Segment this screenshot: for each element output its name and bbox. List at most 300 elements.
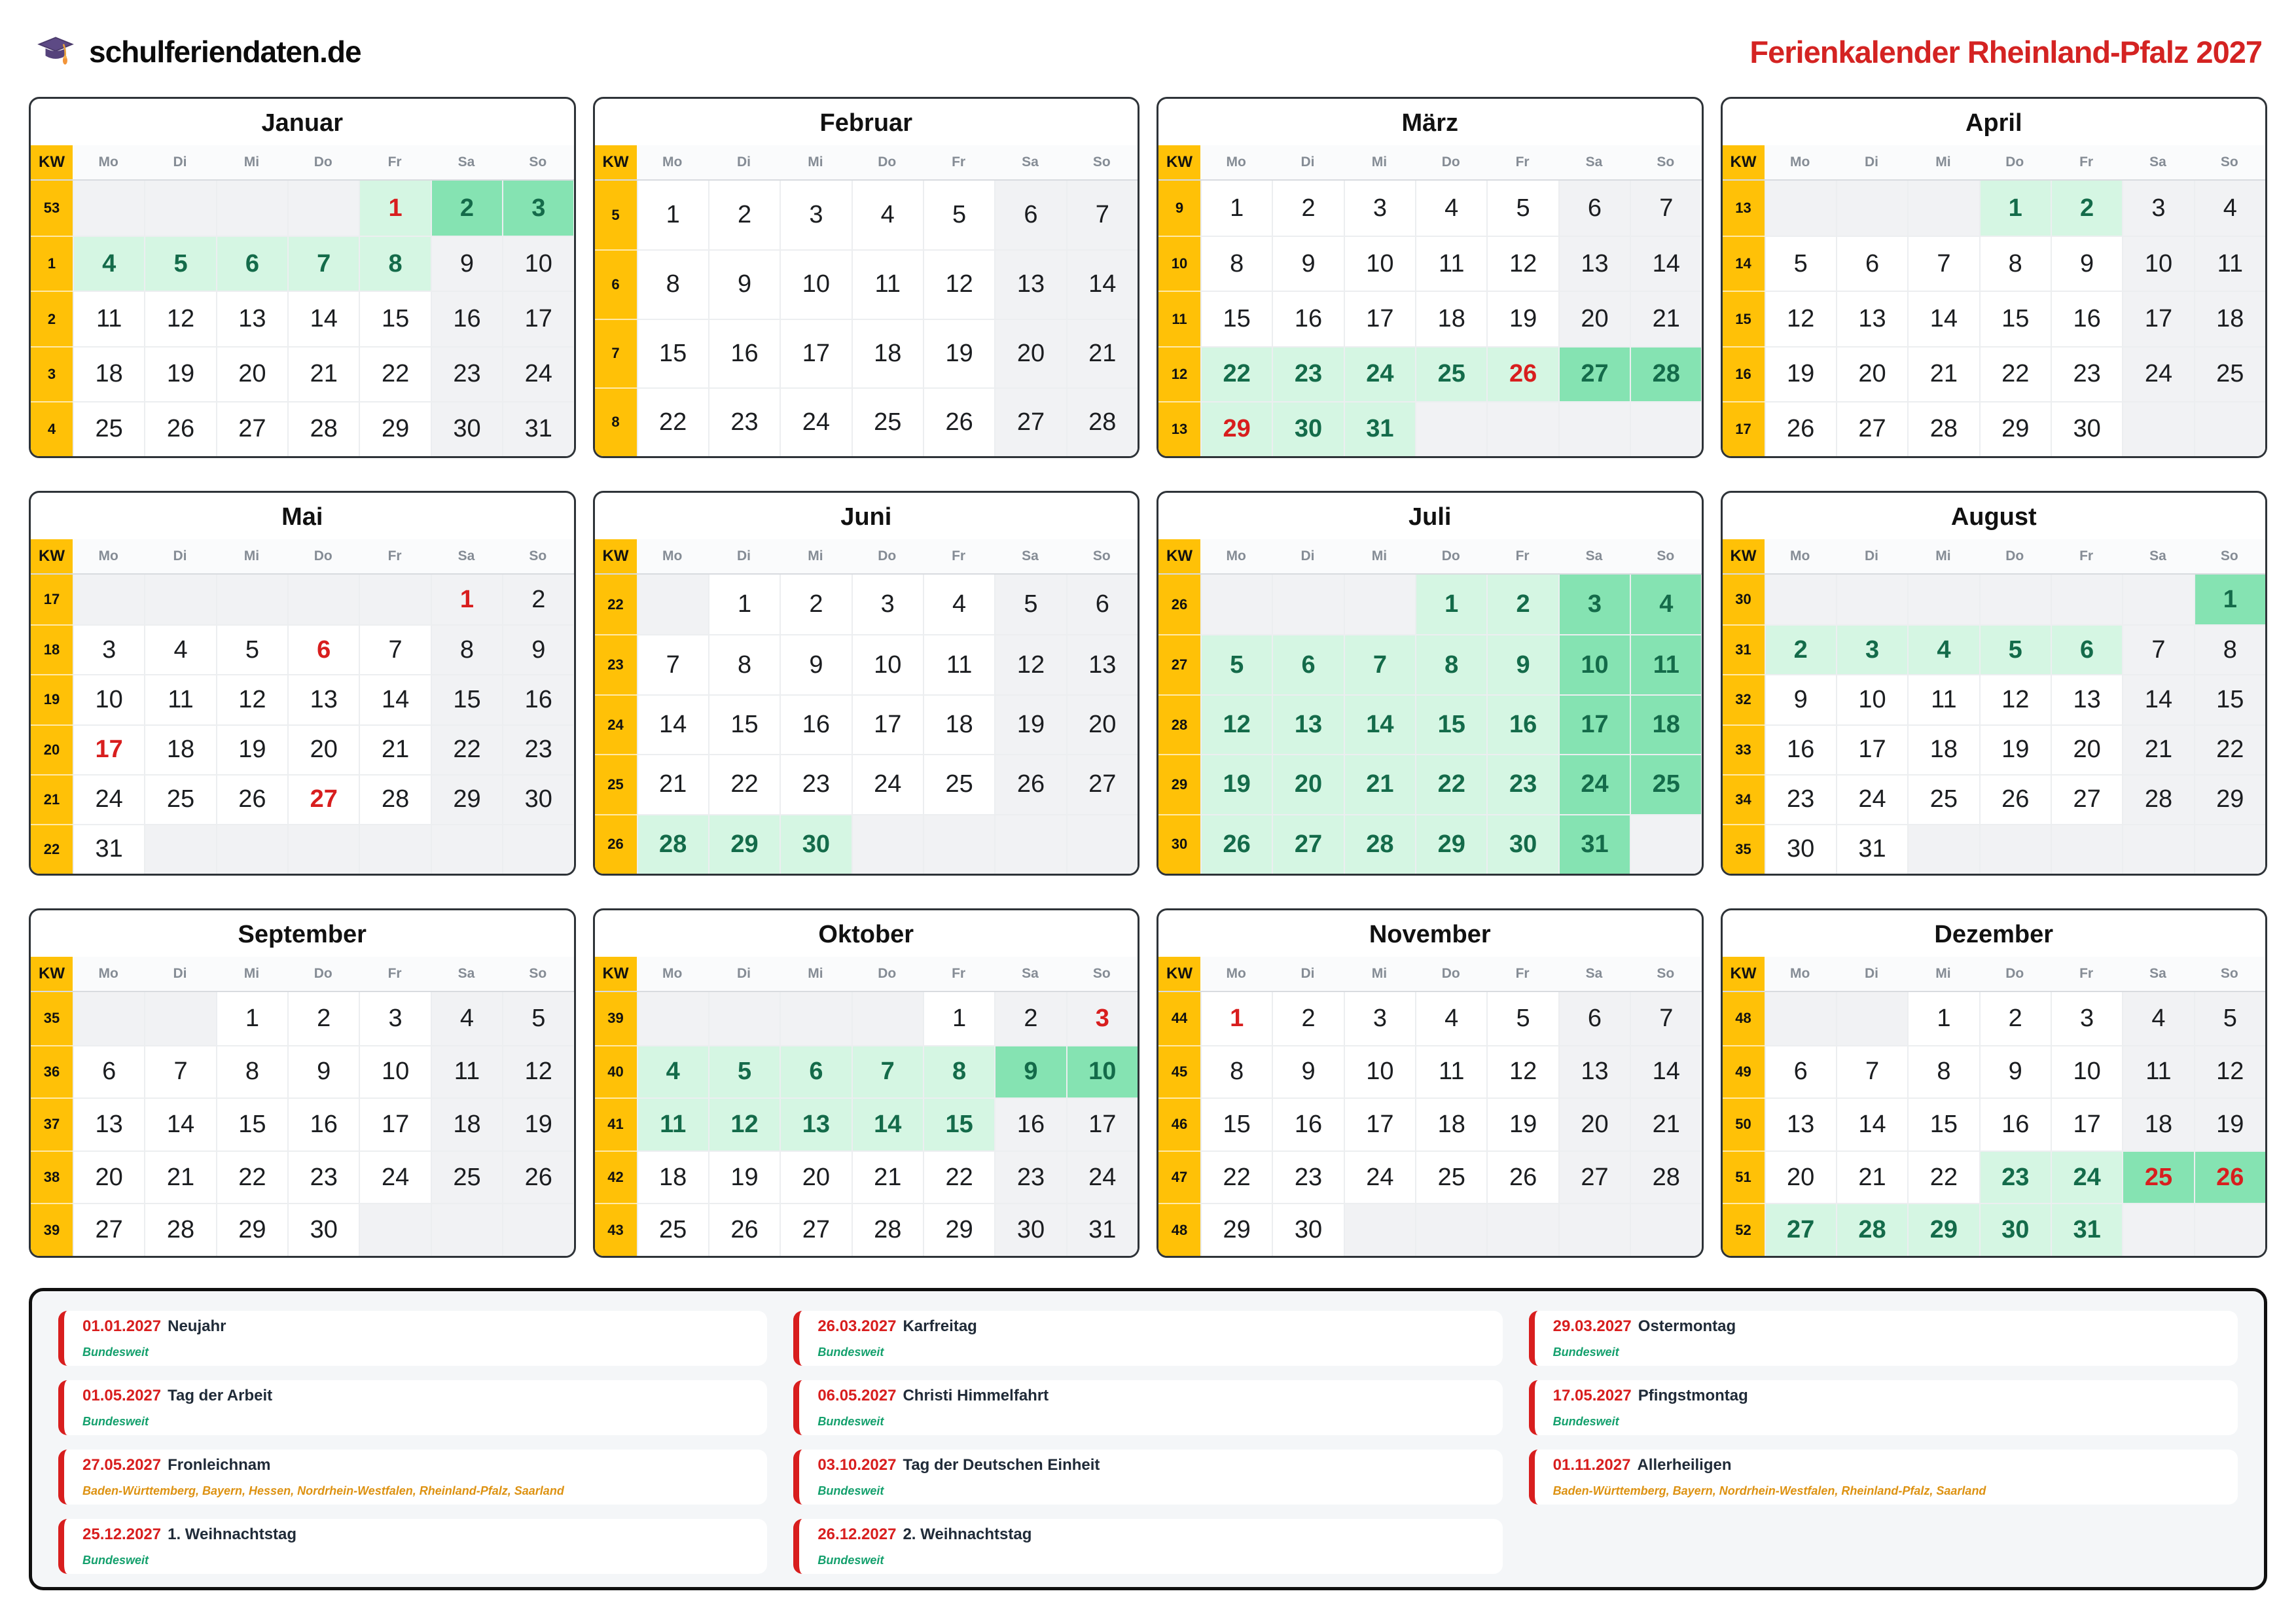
day-cell <box>1558 401 1630 456</box>
day-cell: 1 <box>2194 575 2265 624</box>
kw-cell: 46 <box>1158 1097 1200 1150</box>
day-cell: 8 <box>708 634 780 694</box>
day-cell: 15 <box>1907 1097 1979 1150</box>
day-cell: 28 <box>144 1203 215 1256</box>
day-cell: 16 <box>780 694 851 754</box>
day-cell: 23 <box>1765 774 1836 824</box>
week-row <box>1723 291 2266 346</box>
day-cell: 30 <box>1272 401 1343 456</box>
day-cell: 30 <box>1979 1203 2051 1256</box>
day-cell: 16 <box>1979 1097 2051 1150</box>
holiday-title-line <box>817 1456 1484 1474</box>
weekday-label: So <box>1092 548 1111 563</box>
day-cell: 1 <box>1979 181 2051 236</box>
day-cell: 7 <box>2122 624 2193 674</box>
day-cell: 30 <box>287 1203 359 1256</box>
day-cell: 20 <box>73 1150 144 1204</box>
holiday-card <box>1529 1311 2238 1366</box>
holiday-card <box>793 1311 1502 1366</box>
day-cell: 28 <box>359 774 430 824</box>
day-cell: 7 <box>852 1045 923 1098</box>
day-cell: 17 <box>852 694 923 754</box>
weekday-label: Do <box>314 548 332 563</box>
day-cell: 16 <box>708 319 780 387</box>
day-cell: 25 <box>852 387 923 456</box>
week-row <box>31 624 574 674</box>
site-logo[interactable] <box>34 30 361 73</box>
day-cell <box>2122 1203 2193 1256</box>
weekday-label: Mi <box>808 154 823 169</box>
holiday-regions: Bundesweit <box>82 1415 149 1428</box>
day-cell: 7 <box>359 624 430 674</box>
day-cell: 7 <box>1630 992 1701 1045</box>
holiday-regions: Bundesweit <box>817 1484 884 1497</box>
day-cell: 19 <box>2194 1097 2265 1150</box>
holiday-name: Pfingstmontag <box>1638 1387 1748 1404</box>
day-cell: 1 <box>216 992 287 1045</box>
day-cell: 18 <box>923 694 994 754</box>
kw-header-cell: KW <box>1723 145 1765 179</box>
day-cell: 2 <box>287 992 359 1045</box>
kw-cell: 35 <box>31 992 73 1045</box>
weekday-label: So <box>529 966 547 981</box>
day-cell: 8 <box>2194 624 2265 674</box>
kw-cell: 48 <box>1158 1203 1200 1256</box>
holiday-date: 29.03.2027 <box>1552 1317 1632 1335</box>
holiday-title-line <box>82 1525 749 1544</box>
weekday-label: Sa <box>1585 966 1603 981</box>
weeks-body <box>31 992 574 1256</box>
day-cell: 7 <box>1066 181 1138 249</box>
day-cell <box>1630 401 1701 456</box>
weekday-label: Mo <box>662 966 683 981</box>
day-cell: 16 <box>431 291 502 346</box>
day-cell: 11 <box>144 674 215 724</box>
day-cell: 28 <box>1630 346 1701 401</box>
day-cell: 5 <box>708 1045 780 1098</box>
day-cell: 18 <box>852 319 923 387</box>
day-cell <box>1558 1203 1630 1256</box>
day-cell: 29 <box>708 814 780 874</box>
day-cell: 30 <box>1765 824 1836 874</box>
holiday-name: Fronleichnam <box>168 1456 271 1474</box>
day-cell: 4 <box>637 1045 708 1098</box>
day-cell: 9 <box>1272 1045 1343 1098</box>
kw-cell: 50 <box>1723 1097 1765 1150</box>
day-cell: 28 <box>1630 1150 1701 1204</box>
month-title: Juli <box>1408 503 1452 531</box>
day-cell: 18 <box>73 346 144 401</box>
day-cell <box>287 181 359 236</box>
day-cell: 21 <box>1836 1150 1907 1204</box>
weekday-label: Di <box>173 548 187 563</box>
day-cell: 6 <box>1272 634 1343 694</box>
weekday-label: Do <box>1441 548 1460 563</box>
week-row <box>31 1150 574 1204</box>
day-cell: 1 <box>431 575 502 624</box>
month-title: Dezember <box>1934 921 2054 948</box>
holiday-date: 26.03.2027 <box>817 1317 897 1335</box>
day-cell: 22 <box>1979 346 2051 401</box>
holiday-name: Ostermontag <box>1638 1317 1736 1335</box>
day-cell: 18 <box>1907 724 1979 774</box>
month-title: Mai <box>281 503 323 531</box>
day-cell: 18 <box>637 1150 708 1204</box>
day-cell: 28 <box>2122 774 2193 824</box>
day-cell <box>2051 824 2122 874</box>
day-cell <box>1765 992 1836 1045</box>
day-cell <box>637 992 708 1045</box>
day-cell: 15 <box>1200 1097 1272 1150</box>
weekday-label: Mo <box>98 966 118 981</box>
day-cell <box>1486 1203 1558 1256</box>
week-row <box>31 774 574 824</box>
kw-header-cell: KW <box>595 957 637 991</box>
kw-header-cell: KW <box>1158 957 1200 991</box>
day-cell <box>923 814 994 874</box>
day-cell: 29 <box>431 774 502 824</box>
month-title: März <box>1401 109 1459 137</box>
kw-cell: 29 <box>1158 754 1200 813</box>
kw-cell: 22 <box>595 575 637 634</box>
day-cell: 15 <box>1415 694 1486 754</box>
day-cell: 24 <box>1558 754 1630 813</box>
holiday-name: 2. Weihnachtstag <box>903 1525 1032 1543</box>
day-cell: 22 <box>1200 346 1272 401</box>
weekday-label: Fr <box>1515 966 1530 981</box>
day-cell: 2 <box>2051 181 2122 236</box>
day-cell: 4 <box>852 181 923 249</box>
day-cell: 11 <box>73 291 144 346</box>
day-cell: 9 <box>431 236 502 291</box>
weekday-label: Mi <box>808 548 823 563</box>
week-row <box>1723 724 2266 774</box>
holiday-card <box>793 1450 1502 1505</box>
day-cell: 4 <box>1630 575 1701 634</box>
kw-cell: 17 <box>1723 401 1765 456</box>
day-cell: 4 <box>144 624 215 674</box>
weeks-body <box>1723 992 2266 1256</box>
month-juni <box>593 491 1140 876</box>
weekday-label: So <box>1657 966 1675 981</box>
day-cell: 22 <box>1200 1150 1272 1204</box>
day-cell: 10 <box>2051 1045 2122 1098</box>
kw-cell: 32 <box>1723 674 1765 724</box>
day-cell: 28 <box>1344 814 1415 874</box>
kw-cell: 19 <box>31 674 73 724</box>
day-cell: 24 <box>359 1150 430 1204</box>
day-cell: 27 <box>1836 401 1907 456</box>
day-cell: 11 <box>852 249 923 318</box>
holiday-date: 27.05.2027 <box>82 1456 162 1474</box>
week-row <box>31 181 574 236</box>
holiday-name: Allerheiligen <box>1637 1456 1732 1474</box>
weekday-label: Mi <box>1371 966 1388 981</box>
weekday-header-row <box>31 957 574 992</box>
day-cell: 9 <box>1486 634 1558 694</box>
day-cell: 3 <box>502 181 573 236</box>
day-cell: 12 <box>1486 1045 1558 1098</box>
week-row <box>1158 346 1702 401</box>
day-cell: 21 <box>1630 1097 1701 1150</box>
holiday-name: Karfreitag <box>903 1317 977 1335</box>
weekday-label: Mi <box>1935 548 1951 563</box>
day-cell: 26 <box>1979 774 2051 824</box>
month-title: April <box>1965 109 2022 137</box>
weekday-label: Do <box>2005 966 2024 981</box>
day-cell: 5 <box>1486 181 1558 236</box>
weekday-label: Mi <box>1371 154 1388 169</box>
day-cell: 14 <box>1630 236 1701 291</box>
day-cell: 29 <box>359 401 430 456</box>
day-cell: 2 <box>1272 181 1343 236</box>
week-row <box>1723 774 2266 824</box>
weekday-label: So <box>2220 966 2238 981</box>
holiday-title-line <box>1553 1317 2219 1336</box>
weeks-body <box>1158 575 1702 874</box>
day-cell: 25 <box>2122 1150 2193 1204</box>
day-cell: 18 <box>1630 694 1701 754</box>
week-row <box>1723 1097 2266 1150</box>
day-cell: 16 <box>1486 694 1558 754</box>
day-cell: 19 <box>144 346 215 401</box>
day-cell: 26 <box>708 1203 780 1256</box>
day-cell: 19 <box>1765 346 1836 401</box>
day-cell <box>1344 575 1415 634</box>
holiday-title-line <box>817 1387 1484 1405</box>
day-cell: 13 <box>1765 1097 1836 1150</box>
holiday-regions: Bundesweit <box>817 1415 884 1428</box>
day-cell: 12 <box>1486 236 1558 291</box>
kw-cell: 11 <box>1158 291 1200 346</box>
day-cell: 3 <box>73 624 144 674</box>
month-title: Oktober <box>818 921 914 948</box>
holiday-regions: Bundesweit <box>82 1346 149 1359</box>
week-row <box>595 319 1138 387</box>
day-cell: 24 <box>73 774 144 824</box>
kw-cell: 38 <box>31 1150 73 1204</box>
month-mai <box>29 491 576 876</box>
day-cell <box>2194 1203 2265 1256</box>
day-cell: 20 <box>1558 291 1630 346</box>
day-cell: 12 <box>144 291 215 346</box>
weekday-label: Sa <box>1585 154 1603 169</box>
kw-header-cell: KW <box>1723 957 1765 991</box>
kw-cell: 17 <box>31 575 73 624</box>
day-cell: 25 <box>923 754 994 813</box>
week-row <box>595 1203 1138 1256</box>
week-row <box>31 291 574 346</box>
day-cell: 11 <box>923 634 994 694</box>
day-cell: 23 <box>502 724 573 774</box>
day-cell: 17 <box>1344 291 1415 346</box>
day-cell: 14 <box>1630 1045 1701 1098</box>
day-cell: 29 <box>1200 401 1272 456</box>
day-cell: 30 <box>780 814 851 874</box>
weekday-label: Di <box>737 154 751 169</box>
weekday-label: Sa <box>2149 966 2166 981</box>
holidays-grid <box>58 1311 2238 1567</box>
day-cell: 16 <box>2051 291 2122 346</box>
day-cell: 15 <box>708 694 780 754</box>
day-cell: 17 <box>2122 291 2193 346</box>
kw-cell: 26 <box>1158 575 1200 634</box>
day-cell: 13 <box>2051 674 2122 724</box>
day-cell <box>1630 814 1701 874</box>
month-title: November <box>1369 921 1491 948</box>
holiday-date: 26.12.2027 <box>817 1525 897 1543</box>
kw-cell: 28 <box>1158 694 1200 754</box>
week-row <box>595 575 1138 634</box>
day-cell: 8 <box>1415 634 1486 694</box>
weekday-header-row <box>1723 145 2266 181</box>
day-cell: 29 <box>216 1203 287 1256</box>
day-cell: 2 <box>431 181 502 236</box>
day-cell: 22 <box>359 346 430 401</box>
day-cell <box>73 181 144 236</box>
day-cell: 23 <box>287 1150 359 1204</box>
weeks-body <box>1158 992 1702 1256</box>
day-cell <box>502 1203 573 1256</box>
day-cell: 18 <box>144 724 215 774</box>
week-row <box>1723 824 2266 874</box>
day-cell: 9 <box>502 624 573 674</box>
weekday-label: So <box>1657 154 1675 169</box>
holiday-regions: Bundesweit <box>817 1554 884 1567</box>
day-cell <box>287 824 359 874</box>
day-cell: 15 <box>923 1097 994 1150</box>
week-row <box>595 249 1138 318</box>
day-cell: 8 <box>431 624 502 674</box>
day-cell: 26 <box>923 387 994 456</box>
day-cell: 19 <box>1486 291 1558 346</box>
day-cell: 6 <box>1066 575 1138 634</box>
day-cell: 13 <box>287 674 359 724</box>
day-cell: 25 <box>1415 346 1486 401</box>
day-cell: 3 <box>1558 575 1630 634</box>
day-cell <box>359 824 430 874</box>
weekday-label: Mi <box>1935 966 1951 981</box>
kw-cell: 4 <box>31 401 73 456</box>
day-cell: 8 <box>1200 1045 1272 1098</box>
weekday-label: Sa <box>1022 548 1039 563</box>
weekday-label: Do <box>878 154 897 169</box>
day-cell: 2 <box>1979 992 2051 1045</box>
day-cell: 9 <box>1272 236 1343 291</box>
kw-cell: 5 <box>595 181 637 249</box>
day-cell <box>359 1203 430 1256</box>
week-row <box>595 1150 1138 1204</box>
day-cell: 28 <box>637 814 708 874</box>
kw-cell: 12 <box>1158 346 1200 401</box>
day-cell: 13 <box>1558 236 1630 291</box>
day-cell: 12 <box>923 249 994 318</box>
weekday-label: So <box>2220 154 2238 169</box>
weekday-label: Do <box>878 966 897 981</box>
month-september <box>29 908 576 1258</box>
kw-cell: 22 <box>31 824 73 874</box>
day-cell: 24 <box>1836 774 1907 824</box>
day-cell: 1 <box>1907 992 1979 1045</box>
weekday-label: Mi <box>1935 154 1951 169</box>
day-cell: 10 <box>1066 1045 1138 1098</box>
day-cell <box>144 181 215 236</box>
kw-cell: 25 <box>595 754 637 813</box>
day-cell: 22 <box>708 754 780 813</box>
day-cell: 28 <box>287 401 359 456</box>
day-cell: 22 <box>431 724 502 774</box>
month-februar <box>593 97 1140 458</box>
day-cell: 13 <box>1272 694 1343 754</box>
weekday-label: Fr <box>952 548 966 563</box>
day-cell <box>431 1203 502 1256</box>
day-cell <box>1066 814 1138 874</box>
kw-header-cell: KW <box>31 957 73 991</box>
holiday-date: 01.11.2027 <box>1552 1456 1631 1474</box>
day-cell: 12 <box>502 1045 573 1098</box>
day-cell <box>2122 824 2193 874</box>
day-cell: 15 <box>216 1097 287 1150</box>
month-oktober <box>593 908 1140 1258</box>
month-juli <box>1157 491 1704 876</box>
day-cell: 4 <box>1415 181 1486 236</box>
weekday-label: Mi <box>243 154 260 169</box>
day-cell: 4 <box>431 992 502 1045</box>
day-cell <box>1979 575 2051 624</box>
day-cell: 11 <box>1630 634 1701 694</box>
day-cell: 24 <box>1066 1150 1138 1204</box>
day-cell: 8 <box>1200 236 1272 291</box>
weekday-label: Sa <box>1585 548 1603 563</box>
week-row <box>31 1203 574 1256</box>
day-cell: 26 <box>994 754 1066 813</box>
day-cell <box>144 824 215 874</box>
day-cell: 3 <box>1344 181 1415 236</box>
day-cell: 12 <box>216 674 287 724</box>
day-cell: 27 <box>73 1203 144 1256</box>
week-row <box>1158 575 1702 634</box>
holiday-name: Neujahr <box>168 1317 226 1335</box>
day-cell: 27 <box>1558 1150 1630 1204</box>
day-cell: 11 <box>431 1045 502 1098</box>
day-cell: 9 <box>1765 674 1836 724</box>
day-cell <box>2194 824 2265 874</box>
day-cell: 28 <box>1066 387 1138 456</box>
week-row <box>31 236 574 291</box>
day-cell: 13 <box>1066 634 1138 694</box>
kw-cell: 53 <box>31 181 73 236</box>
day-cell: 7 <box>1907 236 1979 291</box>
day-cell: 19 <box>502 1097 573 1150</box>
holiday-card <box>58 1450 767 1505</box>
week-row <box>1158 1045 1702 1098</box>
kw-cell: 18 <box>31 624 73 674</box>
day-cell: 11 <box>1415 236 1486 291</box>
day-cell: 31 <box>1558 814 1630 874</box>
week-row <box>595 387 1138 456</box>
kw-cell: 3 <box>31 346 73 401</box>
day-cell: 26 <box>1486 1150 1558 1204</box>
kw-cell: 8 <box>595 387 637 456</box>
weekday-label: Fr <box>952 154 966 169</box>
day-cell: 23 <box>2051 346 2122 401</box>
day-cell: 8 <box>359 236 430 291</box>
weekday-header-row <box>31 145 574 181</box>
weekday-label: Sa <box>1022 154 1039 169</box>
day-cell: 19 <box>1486 1097 1558 1150</box>
day-cell: 19 <box>923 319 994 387</box>
day-cell: 10 <box>359 1045 430 1098</box>
